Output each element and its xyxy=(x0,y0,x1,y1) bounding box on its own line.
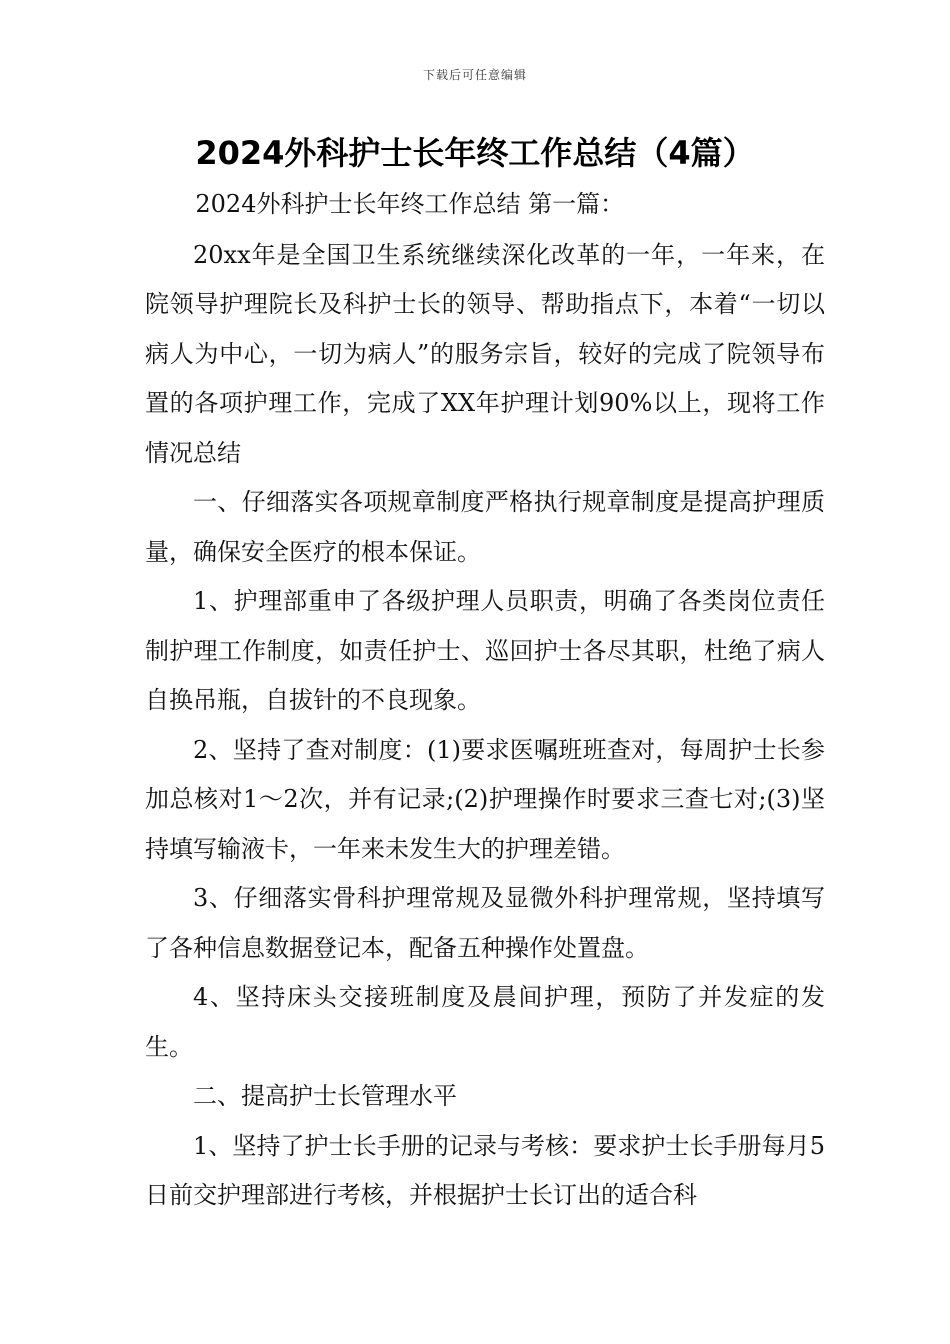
document-title: 2024外科护士长年终工作总结（4篇） xyxy=(195,134,755,172)
paragraph: 1、护理部重申了各级护理人员职责，明确了各类岗位责任制护理工作制度，如责任护士、巡回护士各尽其职，杜绝了病人自换吊瓶，自拔针的不良现象。 xyxy=(145,587,825,714)
section-heading: 二、提高护士长管理水平 xyxy=(193,1082,457,1110)
paragraph: 20xx年是全国卫生系统继续深化改革的一年，一年来，在院领导护理院长及科护士长的领导、帮助指点下，本着“一切以病人为中心，一切为病人”的服务宗旨，较好的完成了院领导布置的各项护理工作，完成了XX年护理计划90%以上，现将工作情况总结 xyxy=(145,240,825,467)
header-note: 下载后可任意编辑 xyxy=(422,68,527,82)
paragraph: 1、坚持了护士长手册的记录与考核：要求护士长手册每月5日前交护理部进行考核，并根据护士长订出的适合科 xyxy=(145,1131,825,1209)
paragraph: 3、仔细落实骨科护理常规及显微外科护理常规，坚持填写了各种信息数据登记本，配备五种操作处置盘。 xyxy=(145,884,825,962)
section-subtitle: 2024外科护士长年终工作总结 第一篇： xyxy=(195,190,625,218)
paragraph: 2、坚持了查对制度：(1)要求医嘱班班查对，每周护士长参加总核对1～2次，并有记录;(2)护理操作时要求三查七对;(3)坚持填写输液卡，一年来未发生大的护理差错。 xyxy=(145,735,825,863)
paragraph: 4、坚持床头交接班制度及晨间护理，预防了并发症的发生。 xyxy=(145,983,825,1061)
document-body xyxy=(145,180,825,1221)
paragraph: 一、仔细落实各项规章制度严格执行规章制度是提高护理质量，确保安全医疗的根本保证。 xyxy=(145,488,825,566)
